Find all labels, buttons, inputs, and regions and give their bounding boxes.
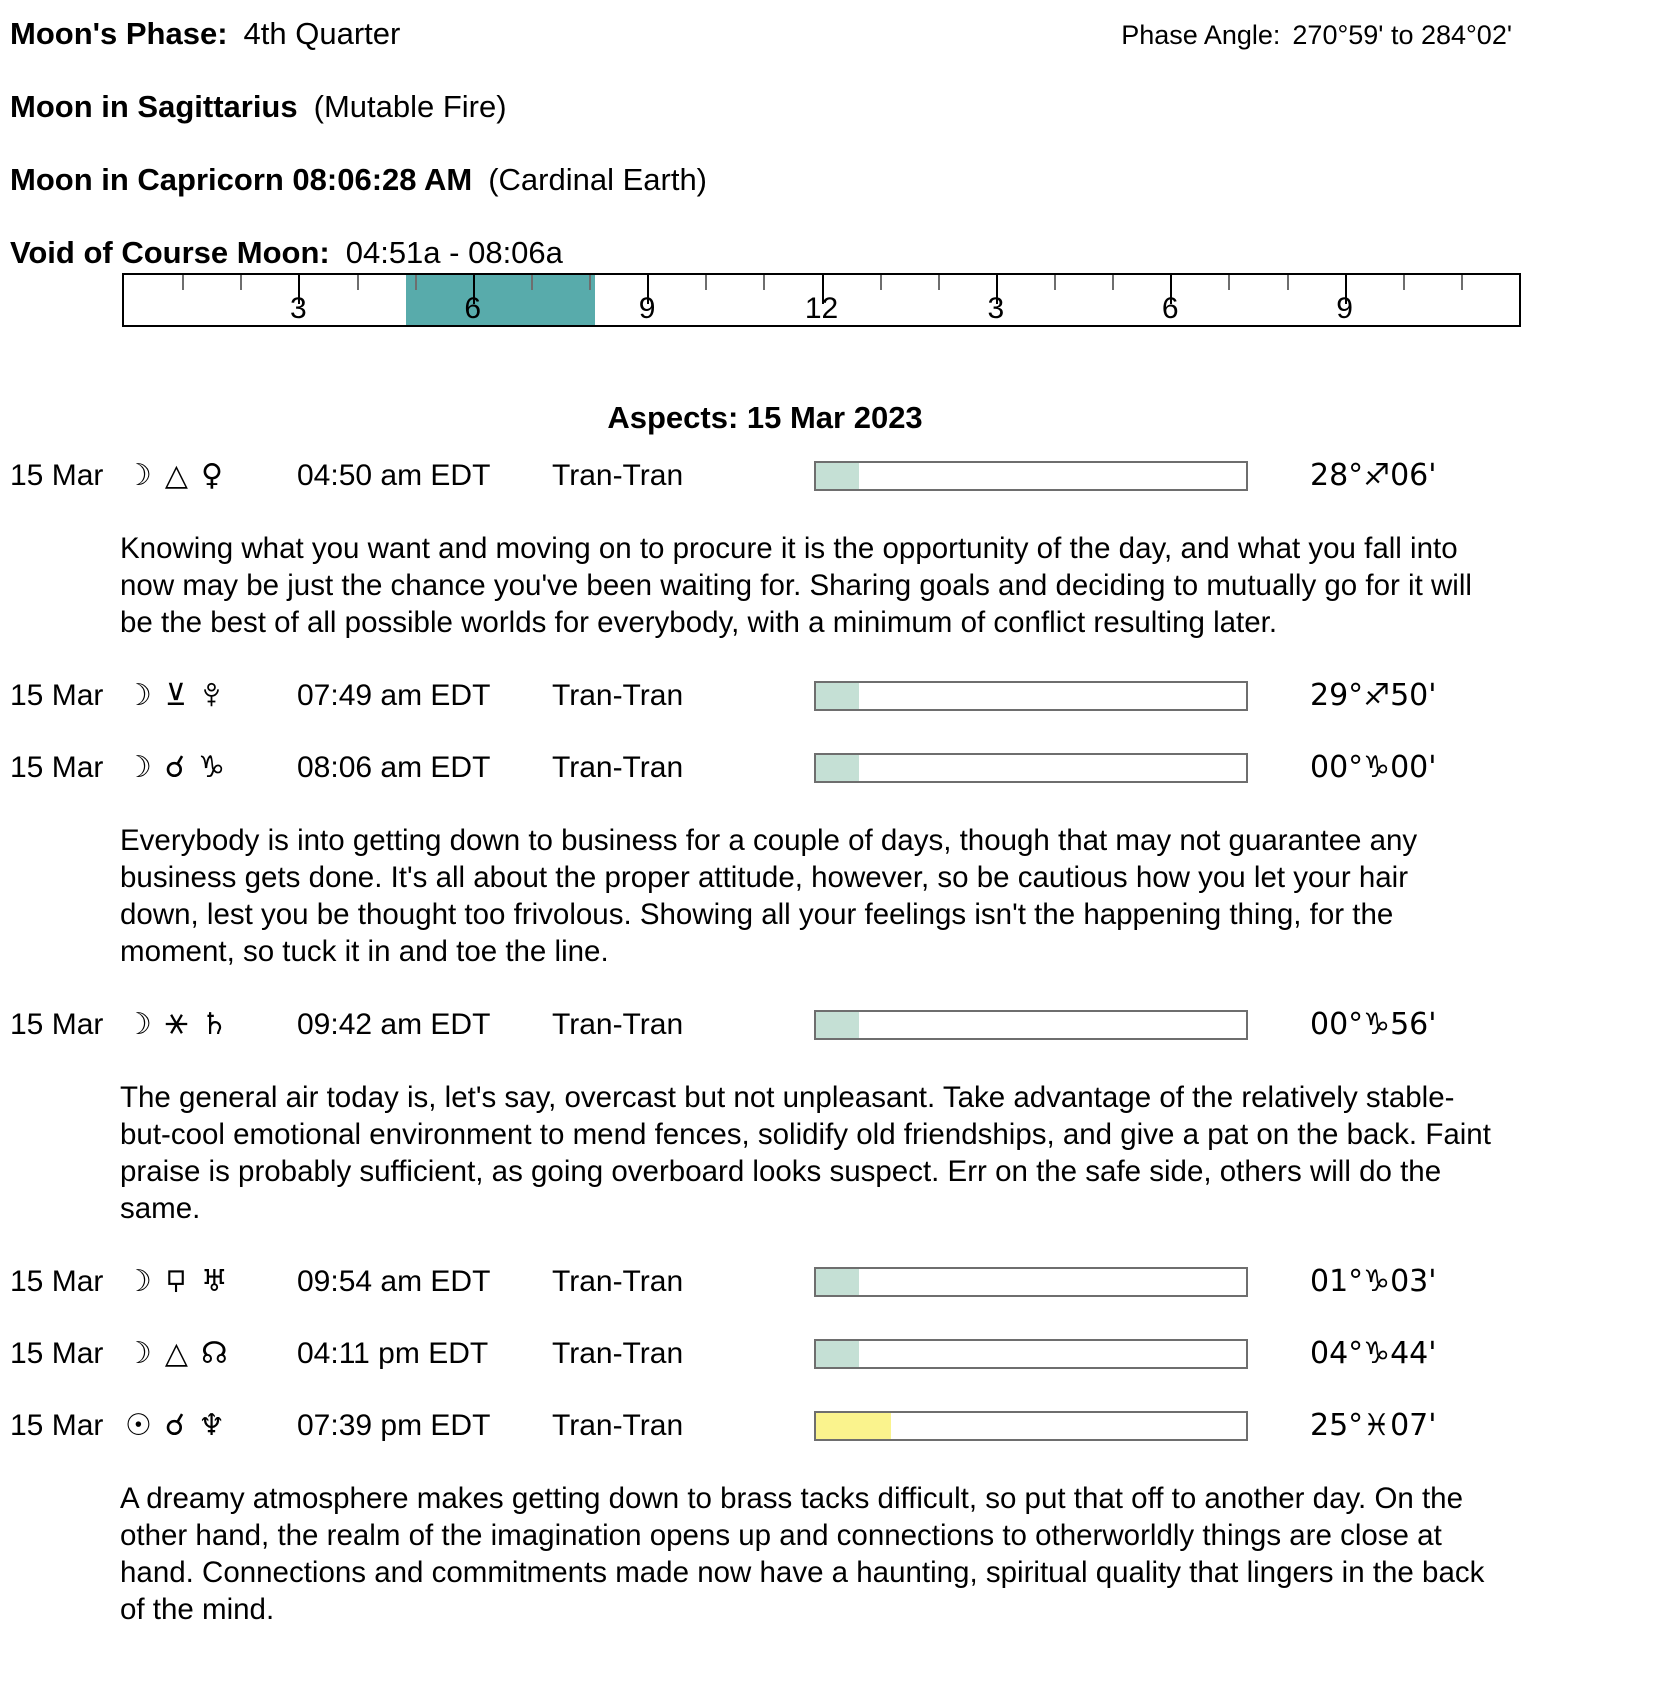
aspect-type: Tran-Tran [552,1408,684,1442]
aspect-time: 09:54 am EDT [297,1264,491,1298]
phase-angle-label: Phase Angle: [1121,20,1281,50]
moon-icon: ☽ [125,1335,152,1371]
aspect-symbols [125,749,297,785]
orb-progress-bar [814,681,1248,711]
aspect-row [10,678,1654,713]
neptune-icon: ♆ [198,1407,225,1443]
orb-progress-bar [814,1267,1248,1297]
sun-icon: ☉ [125,1407,152,1443]
aspect-symbols [125,677,297,713]
aspect-row [10,458,1654,493]
conjunction-icon: ☌ [164,749,186,785]
orb-progress-bar [814,461,1248,491]
aspect-degree: 29°♐50' [1310,678,1437,713]
aspect-type: Tran-Tran [552,750,684,784]
orb-progress-fill [816,463,859,489]
aspect-type: Tran-Tran [552,1007,684,1041]
orb-progress-fill [816,1012,859,1038]
conjunction-icon: ☌ [164,1407,186,1443]
sesquiquadrate-icon [165,1267,188,1297]
aspect-date: 15 Mar [10,1408,104,1442]
saturn-icon: ♄ [200,1006,228,1042]
moons-phase-value: 4th Quarter [243,16,401,51]
orb-progress-bar [814,1339,1248,1369]
aspect-time: 04:50 am EDT [297,458,491,492]
aspect-date: 15 Mar [10,1007,104,1041]
orb-progress-fill [816,755,859,781]
aspect-type: Tran-Tran [552,1336,684,1370]
ruler-hour-tick [1228,275,1230,290]
moon-sign-1: Moon in Sagittarius [10,89,298,124]
voc-time-ruler [122,273,1521,327]
ruler-hour-label: 12 [804,292,839,325]
aspect-time: 04:11 pm EDT [297,1336,489,1370]
aspect-time: 09:42 am EDT [297,1007,491,1041]
semi-sextile-icon: ⊻ [164,677,187,713]
moon-icon: ☽ [125,749,152,785]
aspect-row [10,1007,1654,1042]
orb-progress-fill [816,1269,859,1295]
aspect-symbols [125,1263,297,1299]
trine-icon: △ [164,457,188,493]
aspect-row [10,750,1654,785]
north-node-icon: ☊ [200,1335,228,1371]
phase-angle [1121,20,1512,51]
void-of-course-line [10,235,1654,271]
moon-icon: ☽ [125,457,152,493]
moon-sign-line-2 [10,162,1654,198]
ruler-hour-label: 9 [638,292,656,325]
aspect-interpretation: Knowing what you want and moving on to procure it is the opportunity of the day, and what you fall into now may be just the chance you've been waiting for. Sharing goals and deciding to mutually go for it will be the best of all possible worlds for everybody, with a minimum of conflict resulting later. [120,532,1472,639]
aspect-symbols [125,1335,297,1371]
aspect-date: 15 Mar [10,750,104,784]
aspect-symbols [125,1407,297,1443]
ruler-hour-tick [705,275,707,290]
ruler-hour-tick [240,275,242,290]
ruler-hour-tick [1461,275,1463,290]
aspect-degree: 25°♓07' [1310,1408,1437,1443]
phase-angle-value: 270°59' to 284°02' [1292,20,1512,50]
pluto-icon [200,681,223,711]
moon-sign-2: Moon in Capricorn 08:06:28 AM [10,162,473,197]
capricorn-icon: ♑ [198,749,225,785]
aspect-date: 15 Mar [10,1264,104,1298]
moon-icon: ☽ [125,677,152,713]
moon-sign-2-note: (Cardinal Earth) [488,162,708,197]
aspect-degree: 01°♑03' [1310,1264,1437,1299]
ruler-hour-tick [1054,275,1056,290]
aspect-row [10,1264,1654,1299]
sextile-icon [165,1010,188,1040]
aspect-symbols [125,1006,297,1042]
ruler-hour-label: 3 [987,292,1005,325]
aspect-interpretation: Everybody is into getting down to business for a couple of days, though that may not guarantee any business gets done. It's all about the proper attitude, however, so be cautious how you let your hair down, lest you be thought too frivolous. Showing all your feelings isn't the happening thing, for the moment, so tuck it in and toe the line. [120,824,1418,968]
ruler-hour-tick [938,275,940,290]
aspect-time: 08:06 am EDT [297,750,491,784]
voc-highlight-band [406,275,595,325]
ruler-hour-label: 6 [464,292,482,325]
aspect-date: 15 Mar [10,678,104,712]
aspect-type: Tran-Tran [552,1264,684,1298]
ruler-hour-tick [415,275,417,290]
voc-value: 04:51a - 08:06a [345,235,563,270]
ruler-hour-tick [589,275,591,290]
aspect-interpretation: The general air today is, let's say, overcast but not unpleasant. Take advantage of the relatively stable-but-cool emotional environment to mend fences, solidify old friendships, and give a pat on the back. Faint praise is probably sufficient, as going overboard looks suspect. Err on the safe side, others will do the same. [120,1081,1491,1225]
orb-progress-bar [814,753,1248,783]
orb-progress-bar [814,1411,1248,1441]
aspect-type: Tran-Tran [552,678,684,712]
voc-label: Void of Course Moon: [10,235,330,270]
ruler-hour-tick [763,275,765,290]
aspect-date: 15 Mar [10,458,104,492]
orb-progress-fill [816,1413,891,1439]
moon-sign-1-note: (Mutable Fire) [313,89,507,124]
aspect-degree: 28°♐06' [1310,458,1437,493]
uranus-icon: ♅ [200,1263,228,1299]
moon-icon: ☽ [125,1263,152,1299]
ruler-hour-tick [1403,275,1405,290]
ruler-hour-label: 6 [1161,292,1179,325]
aspect-degree: 04°♑44' [1310,1336,1437,1371]
aspect-interpretation: A dreamy atmosphere makes getting down to brass tacks difficult, so put that off to another day. On the other hand, the realm of the imagination opens up and connections to otherworldly things are close at hand. Connections and commitments made now have a haunting, spiritual quality that lingers in the back of the mind. [120,1482,1485,1626]
orb-progress-bar [814,1010,1248,1040]
aspect-date: 15 Mar [10,1336,104,1370]
ruler-hour-tick [1287,275,1289,290]
trine-icon: △ [164,1335,188,1371]
ruler-hour-label: 3 [290,292,307,325]
orb-progress-fill [816,1341,859,1367]
ruler-hour-tick [880,275,882,290]
aspect-degree: 00°♑56' [1310,1007,1437,1042]
aspect-time: 07:49 am EDT [297,678,491,712]
moons-phase-label: Moon's Phase: [10,16,228,51]
aspect-row [10,1408,1654,1443]
moon-icon: ☽ [125,1006,152,1042]
moon-sign-line-1 [10,89,1654,125]
venus-icon: ♀ [200,457,223,493]
aspect-symbols [125,457,297,493]
aspect-row [10,1336,1654,1371]
ruler-hour-tick [1112,275,1114,290]
aspect-degree: 00°♑00' [1310,750,1437,785]
ruler-hour-tick [182,275,184,290]
aspect-time: 07:39 pm EDT [297,1408,491,1442]
aspect-type: Tran-Tran [552,458,684,492]
aspects-title: Aspects: 15 Mar 2023 [607,400,923,435]
ruler-hour-tick [531,275,533,290]
ruler-hour-tick [357,275,359,290]
ruler-hour-label: 9 [1336,292,1353,325]
orb-progress-fill [816,683,859,709]
